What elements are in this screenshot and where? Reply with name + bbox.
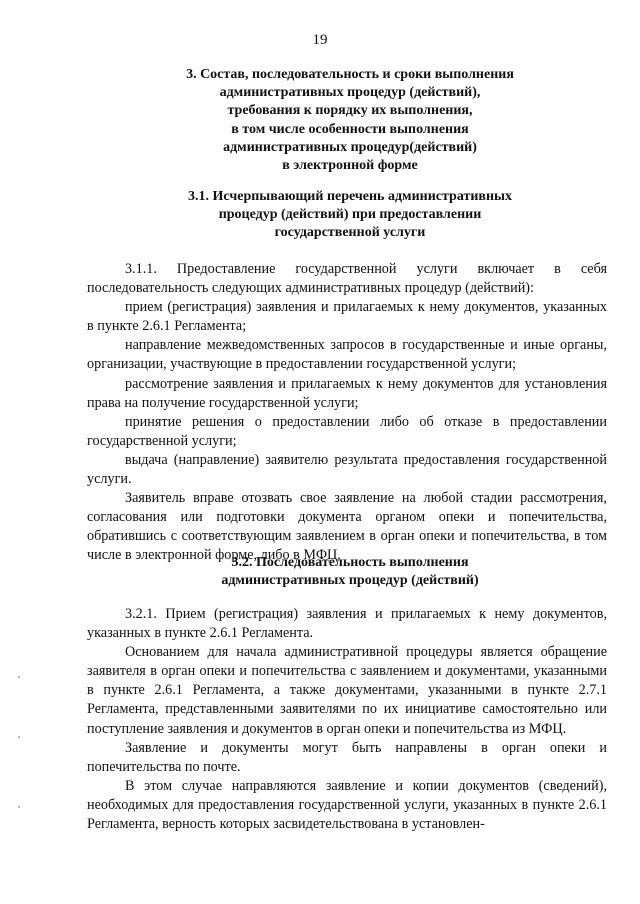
paragraph: прием (регистрация) заявления и прилагаемых к нему документов, указанных в пункте 2.6.1 Регламента;	[87, 299, 607, 335]
section-3-heading	[100, 66, 600, 175]
heading-line: государственной услуги	[274, 225, 426, 241]
scan-speck	[18, 736, 20, 738]
heading-line: в том числе особенности выполнения	[231, 121, 469, 137]
heading-line: в электронной форме	[282, 158, 418, 174]
paragraph: В этом случае направляются заявление и копии документов (сведений), необходимых для предоставления государственной услуги, указанных в пункте 2.6.1 Регламента, верность которых засвидетельствована в установлен-	[87, 777, 607, 833]
paragraph: выдача (направление) заявителю результата предоставления государственной услуги.	[87, 451, 607, 488]
paragraph: Основанием для начала административной процедуры является обращение заявителя в орган опеки и попечительства с заявлением и документами, указанными в пункте 2.6.1 Регламента, а также документами, указанными в пункте 2.7.1 Регламента, представленными заявителями по их инициативе самостоятельно или поступление заявления и документов в орган опеки и попечительства из МФЦ.	[87, 644, 607, 737]
scan-speck	[18, 806, 20, 808]
paragraph: направление межведомственных запросов в государственные и иные органы, организации, участвующие в предоставлении государственной услуги;	[87, 337, 607, 373]
paragraph: Заявитель вправе отозвать свое заявление на любой стадии рассмотрения, согласования или подготовки документа органом опеки и попечительства, обратившись с соответствующим заявлением в орган опеки и попечительства, в том числе в электронной форме, либо в МФЦ.	[87, 490, 607, 564]
page-number: 19	[312, 32, 328, 48]
heading-line: административных процедур (действий)	[221, 573, 479, 589]
paragraph: принятие решения о предоставлении либо об отказе в предоставлении государственной услуги;	[87, 413, 607, 449]
heading-line: 3.1. Исчерпывающий перечень административных	[188, 189, 512, 204]
section-3-2-body	[87, 605, 607, 834]
heading-line: процедур (действий) при предоставлении	[218, 207, 482, 223]
heading-line: административных процедур(действий)	[223, 139, 477, 155]
heading-line: 3.2. Последовательность выполнения	[231, 555, 469, 570]
heading-line: 3. Состав, последовательность и сроки выполнения	[186, 67, 514, 82]
section-3-1-heading	[100, 188, 600, 243]
section-3-1-body	[87, 260, 607, 566]
heading-line: административных процедур (действий),	[219, 85, 481, 101]
heading-line: требования к порядку их выполнения,	[227, 103, 473, 119]
paragraph: 3.1.1. Предоставление государственной услуги включает в себя последовательность следующих административных процедур (действий):	[87, 261, 607, 297]
section-3-2-heading	[100, 554, 600, 590]
paragraph: рассмотрение заявления и прилагаемых к нему документов для установления права на получение государственной услуги;	[87, 375, 607, 411]
scan-speck	[18, 676, 20, 678]
paragraph: 3.2.1. Прием (регистрация) заявления и прилагаемых к нему документов, указанных в пункте 2.6.1 Регламента.	[87, 606, 607, 642]
paragraph: Заявление и документы могут быть направлены в орган опеки и попечительства по почте.	[87, 739, 607, 775]
